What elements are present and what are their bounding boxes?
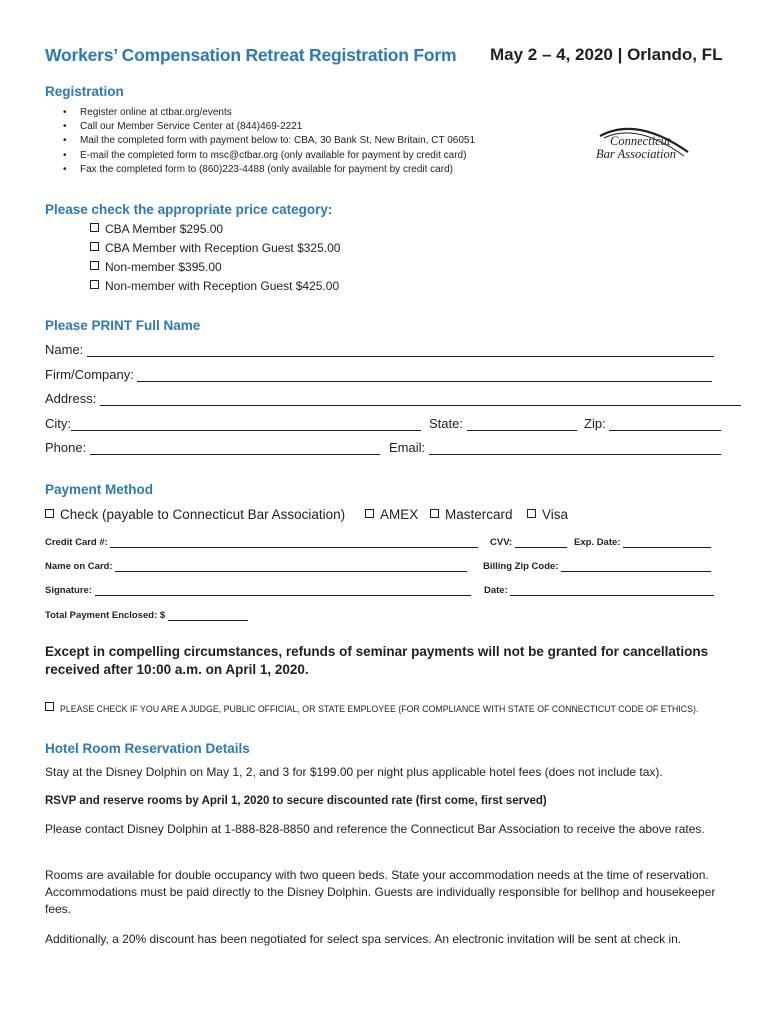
- zip-field[interactable]: Zip:: [584, 416, 721, 431]
- checkbox[interactable]: [90, 280, 99, 289]
- cvv-field[interactable]: CVV:: [490, 535, 567, 548]
- list-item: • Call our Member Service Center at (844)469-2221: [63, 120, 475, 134]
- city-input-line[interactable]: [71, 418, 421, 431]
- checkbox[interactable]: [90, 223, 99, 232]
- page-title: Workers’ Compensation Retreat Registration Form: [45, 45, 457, 65]
- payment-option-check[interactable]: Check (payable to Connecticut Bar Association): [45, 507, 345, 522]
- checkbox[interactable]: [90, 261, 99, 270]
- billing-zip-field[interactable]: Billing Zip Code:: [483, 559, 711, 572]
- logo-text-line2: Bar Association: [596, 147, 676, 161]
- email-field[interactable]: Email:: [389, 440, 721, 455]
- price-option[interactable]: CBA Member with Reception Guest $325.00: [90, 239, 340, 258]
- state-input-line[interactable]: [467, 418, 577, 431]
- name-on-card-field[interactable]: Name on Card:: [45, 559, 467, 572]
- signature-field[interactable]: Signature:: [45, 583, 471, 596]
- registration-heading: Registration: [45, 84, 124, 99]
- registration-list: [63, 106, 475, 177]
- date-field[interactable]: Date:: [484, 583, 714, 596]
- payment-heading: Payment Method: [45, 482, 154, 497]
- credit-card-input-line[interactable]: [110, 535, 478, 548]
- firm-input-line[interactable]: [137, 369, 712, 382]
- list-item: • E-mail the completed form to msc@ctbar.org (only available for payment by credit card): [63, 149, 475, 163]
- payment-option-mastercard[interactable]: Mastercard: [430, 507, 513, 522]
- event-date-location: May 2 – 4, 2020 | Orlando, FL: [490, 45, 723, 64]
- address-input-line[interactable]: [100, 393, 741, 406]
- logo-text-line1: Connecticut: [610, 134, 671, 148]
- hotel-paragraph: Additionally, a 20% discount has been negotiated for select spa services. An electronic invitation will be sent at check in.: [45, 932, 682, 946]
- print-name-heading: Please PRINT Full Name: [45, 318, 201, 333]
- signature-input-line[interactable]: [95, 583, 471, 596]
- hotel-rsvp-note: RSVP and reserve rooms by April 1, 2020 to secure discounted rate (first come, first served): [45, 795, 547, 807]
- hotel-heading: Hotel Room Reservation Details: [45, 741, 250, 756]
- price-heading: Please check the appropriate price category:: [45, 202, 333, 217]
- checkbox[interactable]: [45, 702, 54, 711]
- hotel-paragraph: Rooms are available for double occupancy with two queen beds. State your accommodation needs at the time of reservation. Accommodations must be paid directly to the Disney Dolphin. Guests are individually responsible for bellhop and housekeeper fees.: [45, 868, 716, 916]
- list-item: • Fax the completed form to (860)223-4488 (only available for payment by credit card): [63, 163, 475, 177]
- phone-field[interactable]: Phone:: [45, 440, 380, 455]
- hotel-paragraph: Stay at the Disney Dolphin on May 1, 2, and 3 for $199.00 per night plus applicable hotel fees (does not include tax).: [45, 765, 663, 779]
- exp-date-input-line[interactable]: [623, 535, 711, 548]
- list-item: • Mail the completed form with payment below to: CBA, 30 Bank St, New Britain, CT 06051: [63, 134, 475, 148]
- total-payment-field[interactable]: Total Payment Enclosed: $: [45, 608, 248, 621]
- city-field[interactable]: City:: [45, 416, 421, 431]
- name-on-card-input-line[interactable]: [115, 559, 467, 572]
- hotel-paragraph: Please contact Disney Dolphin at 1-888-828-8850 and reference the Connecticut Bar Association to receive the above rates.: [45, 822, 705, 836]
- name-field[interactable]: Name:: [45, 342, 714, 357]
- exp-date-field[interactable]: Exp. Date:: [574, 535, 711, 548]
- payment-option-amex[interactable]: AMEX: [365, 507, 418, 522]
- refund-notice-line1: Except in compelling circumstances, refunds of seminar payments will not be granted for cancellations: [45, 644, 709, 659]
- checkbox[interactable]: [90, 242, 99, 251]
- credit-card-field[interactable]: Credit Card #:: [45, 535, 478, 548]
- price-option[interactable]: CBA Member $295.00: [90, 220, 223, 239]
- name-input-line[interactable]: [87, 344, 714, 357]
- judge-official-check[interactable]: PLEASE CHECK IF YOU ARE A JUDGE, PUBLIC OFFICIAL, OR STATE EMPLOYEE (FOR COMPLIANCE WITH STATE OF CONNECTICUT CODE OF ETHICS).: [45, 702, 698, 714]
- email-input-line[interactable]: [429, 442, 721, 455]
- total-payment-input-line[interactable]: [168, 608, 248, 621]
- payment-option-visa[interactable]: Visa: [527, 507, 568, 522]
- cba-logo: [592, 122, 702, 168]
- address-field[interactable]: Address:: [45, 391, 741, 406]
- checkbox[interactable]: [527, 509, 536, 518]
- cvv-input-line[interactable]: [515, 535, 567, 548]
- state-field[interactable]: State:: [429, 416, 577, 431]
- phone-input-line[interactable]: [90, 442, 380, 455]
- refund-notice-line2: received after 10:00 a.m. on April 1, 2020.: [45, 662, 309, 677]
- checkbox[interactable]: [365, 509, 374, 518]
- billing-zip-input-line[interactable]: [561, 559, 711, 572]
- price-option[interactable]: Non-member with Reception Guest $425.00: [90, 277, 339, 296]
- zip-input-line[interactable]: [609, 418, 721, 431]
- checkbox[interactable]: [45, 509, 54, 518]
- checkbox[interactable]: [430, 509, 439, 518]
- date-input-line[interactable]: [510, 583, 714, 596]
- price-option[interactable]: Non-member $395.00: [90, 258, 222, 277]
- list-item: • Register online at ctbar.org/events: [63, 106, 475, 120]
- firm-field[interactable]: Firm/Company:: [45, 367, 712, 382]
